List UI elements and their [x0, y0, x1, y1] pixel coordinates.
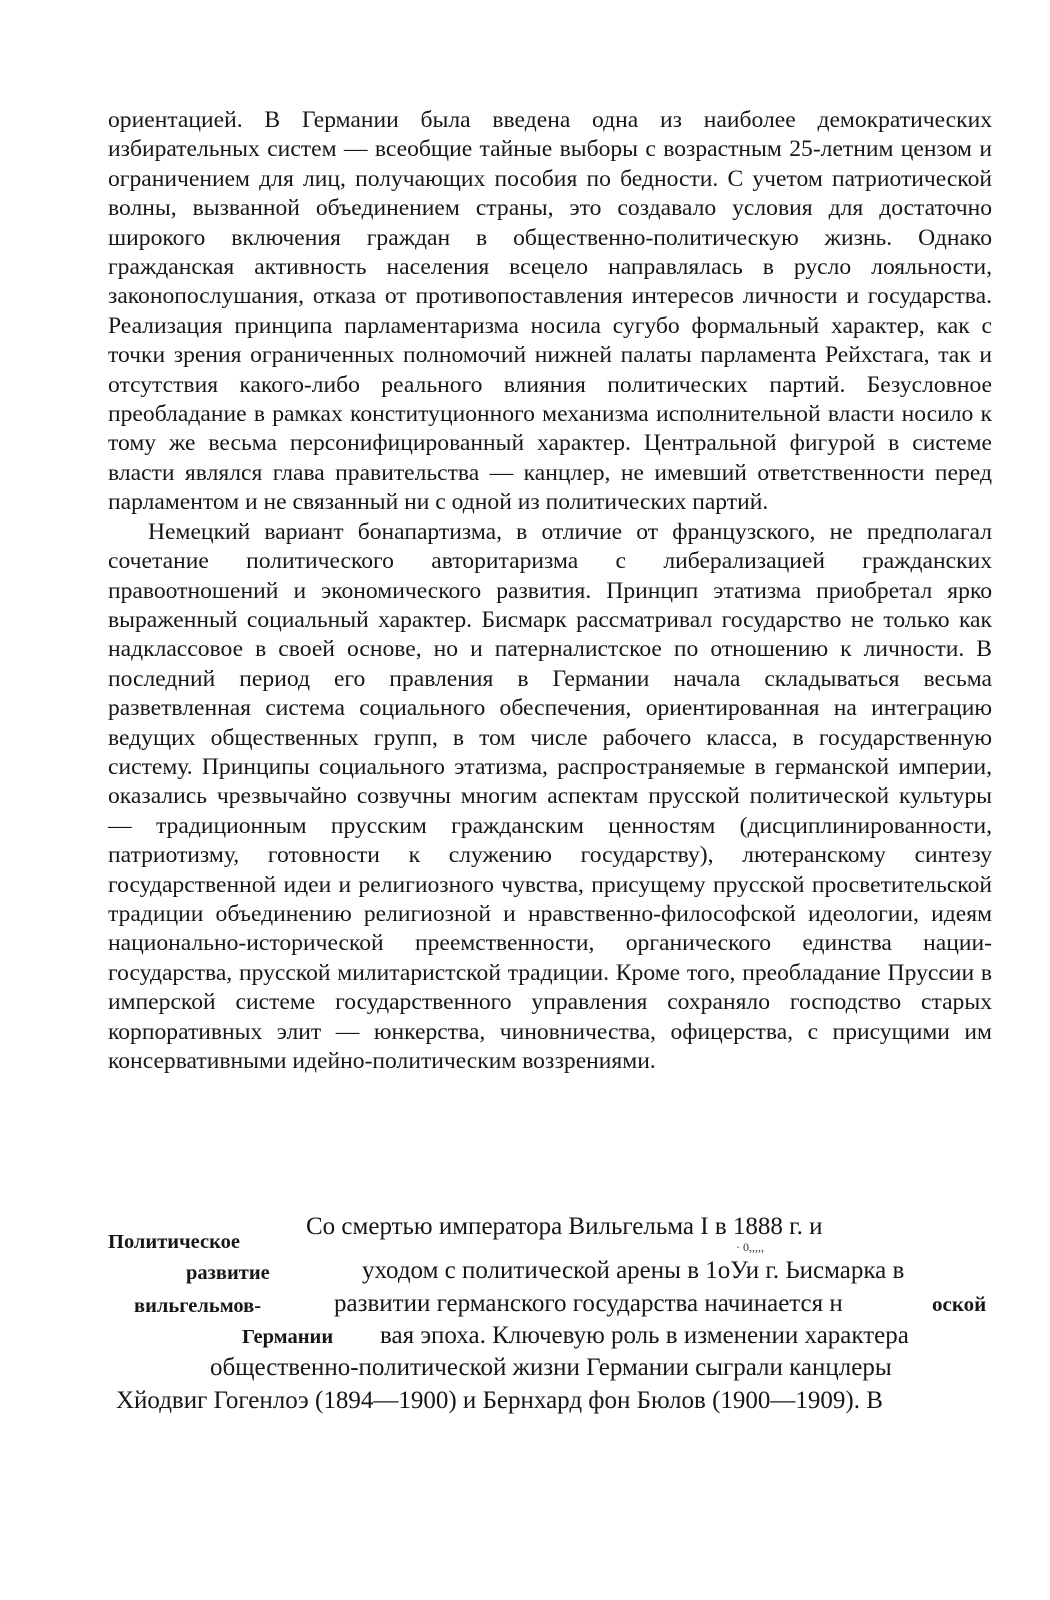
paragraph-1: ориентацией. В Германии была введена одна из наиболее демократических избирательных систем — всеобщие тайные выборы с возрастным 25-летним цензом и ограничением для лиц, получающих пособия по бедности. С учетом патриотической волны, вызванной объединением страны, это создавало условия для достаточно широкого включения граждан в общественно-политическую жизнь. Однако гражданская активность населения всецело направлялась в русло лояльности, законопослушания, отказа от противопоставления интересов личности и государства. Реализация принципа парламентаризма носила сугубо формальный характер, как с точки зрения ограниченных полномочий нижней палаты парламента Рейхстага, так и отсутствия какого-либо реального влияния политических партий. Безусловное преобладание в рамках конституционного механизма исполнительной власти носило к тому же весьма персонифицированный характер. Центральной фигурой в системе власти являлся глава правительства — канцлер, не имевший ответственности перед парламентом и не связанный ни с одной из политических партий. — [108, 107, 992, 516]
section-text-line-4: вая эпоха. Ключевую роль в изменении характера — [380, 1322, 909, 1349]
section-heading-line-1: Политическое — [108, 1231, 241, 1253]
section-text-line-2: уходом с политической арены в 1оУи г. Ьисмарка в — [362, 1257, 905, 1284]
section-text-line-1: Со смертью императора Вильгельма I в 1888 г. и — [306, 1213, 823, 1240]
paragraph-2: Немецкий вариант бонапартизма, в отличие от французского, не предполагал сочетание политического авторитаризма с либерализацией гражданских правоотношений и экономического развития. Принцип этатизма приобретал ярко выраженный социальный характер. Бисмарк рассматривал государство не только как надклассовое в своей основе, но и патерналистское по отношению к личности. В последний период его правления в Германии начала складываться весьма разветвленная система социального обеспечения, ориентированная на интеграцию ведущих общественных групп, в том числе рабочего класса, в государственную систему. Принципы социального этатизма, распространяемые в германской империи, оказались чрезвычайно созвучны многим аспектам прусской политической культуры — традиционным прусским гражданским ценностям (дисциплинированности, патриотизму, готовности к служению государству), лютеранскому синтезу государственной идеи и религиозного чувства, присущему прусской просветительской традиции объединению религиозной и нравственно-философской идеологии, идеям национально-исторической преемственности, органического единства нации-государства, прусской милитаристской традиции. Кроме того, преобладание Пруссии в имперской системе государственного управления сохраняло господство старых корпоративных элит — юнкерства, чиновничества, офицерства, с присущими им консервативными идейно-политическим воззрениями. — [108, 518, 992, 1074]
section-text-line-5: общественно-политической жизни Германии сыграли канцлеры — [210, 1354, 892, 1381]
section-heading-line-4: Германии — [242, 1326, 334, 1348]
section-text-fragment: оской — [932, 1292, 987, 1316]
section-text-line-3: развитии германского государства начинается н — [334, 1290, 843, 1317]
section-heading-line-3: вильгельмов- — [134, 1295, 262, 1317]
section-text-line-6: Хйодвиг Гогенлоэ (1894—1900) и Бернхард фон Бюлов (1900—1909). В — [116, 1387, 883, 1414]
section-heading-line-2: развитие — [186, 1262, 270, 1284]
scan-artifact: · 0,,,,, — [736, 1240, 764, 1254]
